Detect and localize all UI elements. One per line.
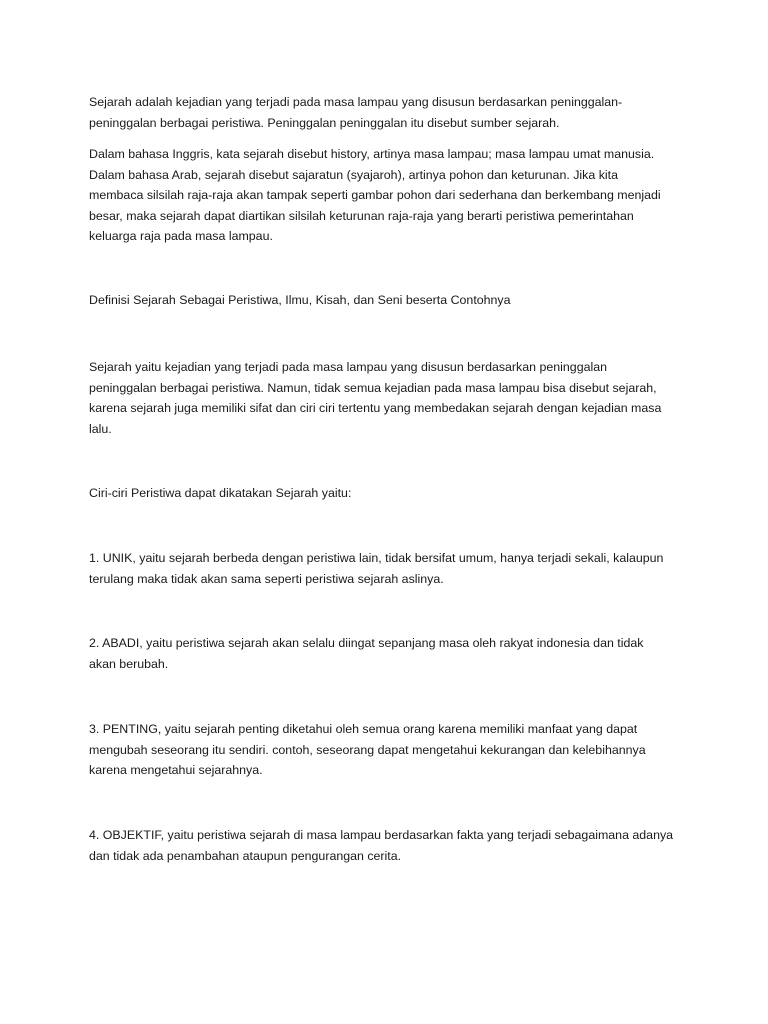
list-item-unik bbox=[89, 548, 689, 589]
text-line: 2. ABADI, yaitu peristiwa sejarah akan selalu diingat sepanjang masa oleh rakyat indonesia dan tidak bbox=[89, 636, 644, 650]
paragraph-definition-sejarah bbox=[89, 92, 689, 133]
text-line: Dalam bahasa Arab, sejarah disebut sajaratun (syajaroh), artinya pohon dan keturunan. Jika kita bbox=[89, 167, 618, 182]
paragraph-sejarah-yaitu bbox=[89, 357, 689, 439]
list-item-objektif bbox=[89, 825, 689, 866]
text-line: peninggalan berbagai peristiwa. Namun, tidak semua kejadian pada masa lampau bisa disebut sejarah, bbox=[89, 380, 657, 395]
list-item-abadi bbox=[89, 633, 689, 674]
text-line: 4. OBJEKTIF, yaitu peristiwa sejarah di masa lampau berdasarkan fakta yang terjadi sebagaimana adanya bbox=[89, 828, 674, 842]
text-line: keluarga raja pada masa lampau. bbox=[89, 229, 273, 244]
text-line: akan berubah. bbox=[89, 656, 169, 671]
text-line: Ciri-ciri Peristiwa dapat dikatakan Sejarah yaitu: bbox=[89, 486, 352, 500]
text-line: dan tidak ada penambahan ataupun pengurangan cerita. bbox=[89, 848, 402, 863]
text-line: lalu. bbox=[89, 421, 112, 436]
paragraph-etymology bbox=[89, 144, 689, 247]
text-line: besar, maka sejarah dapat diartikan silsilah keturunan raja-raja yang berarti peristiwa pemerintahan bbox=[89, 208, 634, 223]
text-line: mengubah seseorang itu sendiri. contoh, seseorang dapat mengetahui kekurangan dan kelebihannya bbox=[89, 742, 646, 757]
section-heading bbox=[89, 290, 689, 311]
text-line: Sejarah adalah kejadian yang terjadi pada masa lampau yang disusun berdasarkan peninggalan- bbox=[89, 95, 623, 109]
text-line: 3. PENTING, yaitu sejarah penting diketahui oleh semua orang karena memiliki manfaat yang dapat bbox=[89, 722, 638, 736]
text-line: Dalam bahasa Inggris, kata sejarah disebut history, artinya masa lampau; masa lampau umat manusia. bbox=[89, 147, 655, 161]
text-line: karena mengetahui sejarahnya. bbox=[89, 763, 263, 778]
text-line: terulang maka tidak akan sama seperti peristiwa sejarah aslinya. bbox=[89, 571, 444, 586]
text-line: membaca silsilah raja-raja akan tampak seperti gambar pohon dari sederhana dan berkembang menjadi bbox=[89, 188, 661, 203]
text-line: peninggalan berbagai peristiwa. Peninggalan peninggalan itu disebut sumber sejarah. bbox=[89, 115, 560, 130]
text-line: Sejarah yaitu kejadian yang terjadi pada masa lampau yang disusun berdasarkan peninggalan bbox=[89, 360, 608, 374]
heading-text: Definisi Sejarah Sebagai Peristiwa, Ilmu, Kisah, dan Seni beserta Contohnya bbox=[89, 293, 511, 307]
list-item-penting bbox=[89, 719, 689, 781]
text-line: karena sejarah juga memiliki sifat dan ciri ciri tertentu yang membedakan sejarah dengan kejadian masa bbox=[89, 401, 662, 416]
list-intro bbox=[89, 483, 689, 504]
text-line: 1. UNIK, yaitu sejarah berbeda dengan peristiwa lain, tidak bersifat umum, hanya terjadi sekali, kalaupun bbox=[89, 551, 664, 565]
